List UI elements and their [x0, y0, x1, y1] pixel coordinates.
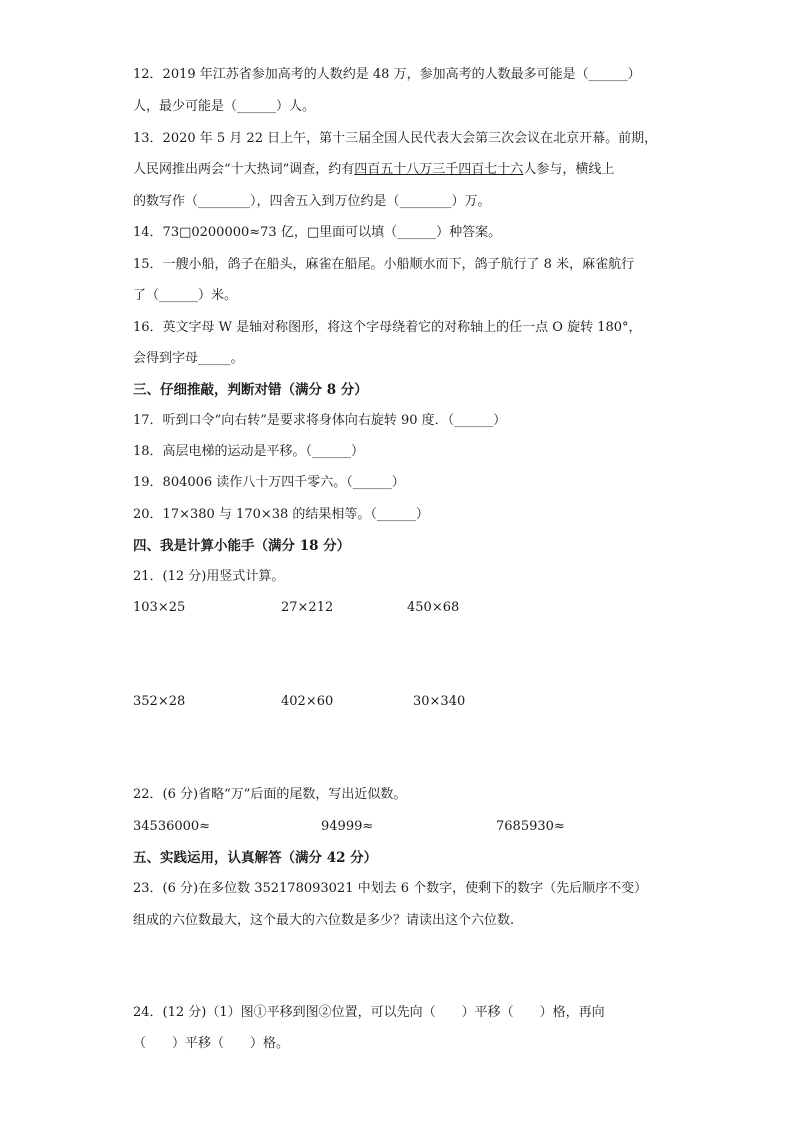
q23-line2: 组成的六位数最大，这个最大的六位数是多少？请读出这个六位数.: [133, 913, 515, 928]
q12-line1: 12．2019 年江苏省参加高考的人数约是 48 万，参加高考的人数最多可能是（______）: [133, 67, 641, 82]
section-4-heading: 四、我是计算小能手（满分 18 分）: [133, 538, 351, 554]
q13-line3: 的数写作（________），四舍五入到万位约是（________）万。: [133, 194, 491, 209]
q13-line2: [133, 161, 614, 179]
section-5-heading: 五、实践运用，认真解答（满分 42 分）: [133, 850, 378, 866]
q13-line2-post: 人参与，横线上: [523, 162, 615, 177]
q15-line2: 了（______）米。: [133, 288, 238, 303]
question-19: 19．804006 读作八十万四千零六。（______）: [133, 475, 405, 490]
q12-line2: 人，最少可能是（______）人。: [133, 99, 316, 114]
question-18: 18．高层电梯的运动是平移。（______）: [133, 444, 365, 459]
q21-line1: 21．(12 分)用竖式计算。: [133, 569, 285, 584]
q13-underlined-number: 四百五十八万三千四百七十六: [354, 162, 524, 177]
question-20: 20．17×380 与 170×38 的结果相等。（______）: [133, 507, 429, 522]
question-17: 17．听到口令“向右转”是要求将身体向右旋转 90 度．（______）: [133, 413, 507, 428]
q24-line1: 24．(12 分)（1）图①平移到图②位置，可以先向（ ）平移（ ）格，再向: [133, 1005, 605, 1020]
q22-line1: 22．(6 分)省略“万”后面的尾数，写出近似数。: [133, 787, 407, 802]
question-14: 14．73□0200000≈73 亿，□里面可以填（______）种答案。: [133, 225, 502, 240]
q15-line1: 15．一艘小船，鸽子在船头，麻雀在船尾。小船顺水而下，鸽子航行了 8 米，麻雀航行: [133, 257, 635, 272]
q21-problem: 402×60: [281, 694, 334, 709]
section-3-heading: 三、仔细推敲，判断对错（满分 8 分）: [133, 382, 368, 398]
q16-line1: 16．英文字母 W 是轴对称图形，将这个字母绕着它的对称轴上的任一点 O 旋转 180°，: [133, 320, 642, 335]
q21-problem: 27×212: [281, 600, 334, 615]
q24-line2: （ ）平移（ ）格。: [133, 1036, 290, 1051]
q21-problem: 30×340: [413, 694, 466, 709]
q21-problem: 352×28: [133, 694, 186, 709]
q21-problem: 450×68: [407, 600, 460, 615]
q23-line1: 23．(6 分)在多位数 352178093021 中划去 6 个数字，使剩下的数字（先后顺序不变）: [133, 881, 648, 896]
q13-line1: 13．2020 年 5 月 22 日上午，第十三届全国人民代表大会第三次会议在北京开幕。前期，: [133, 131, 658, 146]
q16-line2: 会得到字母_____。: [133, 351, 244, 366]
q21-problem: 103×25: [133, 600, 186, 615]
q22-item: 34536000≈: [133, 819, 211, 834]
q22-item: 94999≈: [321, 819, 374, 834]
q13-line2-pre: 人民网推出两会“十大热词”调查，约有: [133, 162, 355, 177]
q22-item: 7685930≈: [496, 819, 565, 834]
